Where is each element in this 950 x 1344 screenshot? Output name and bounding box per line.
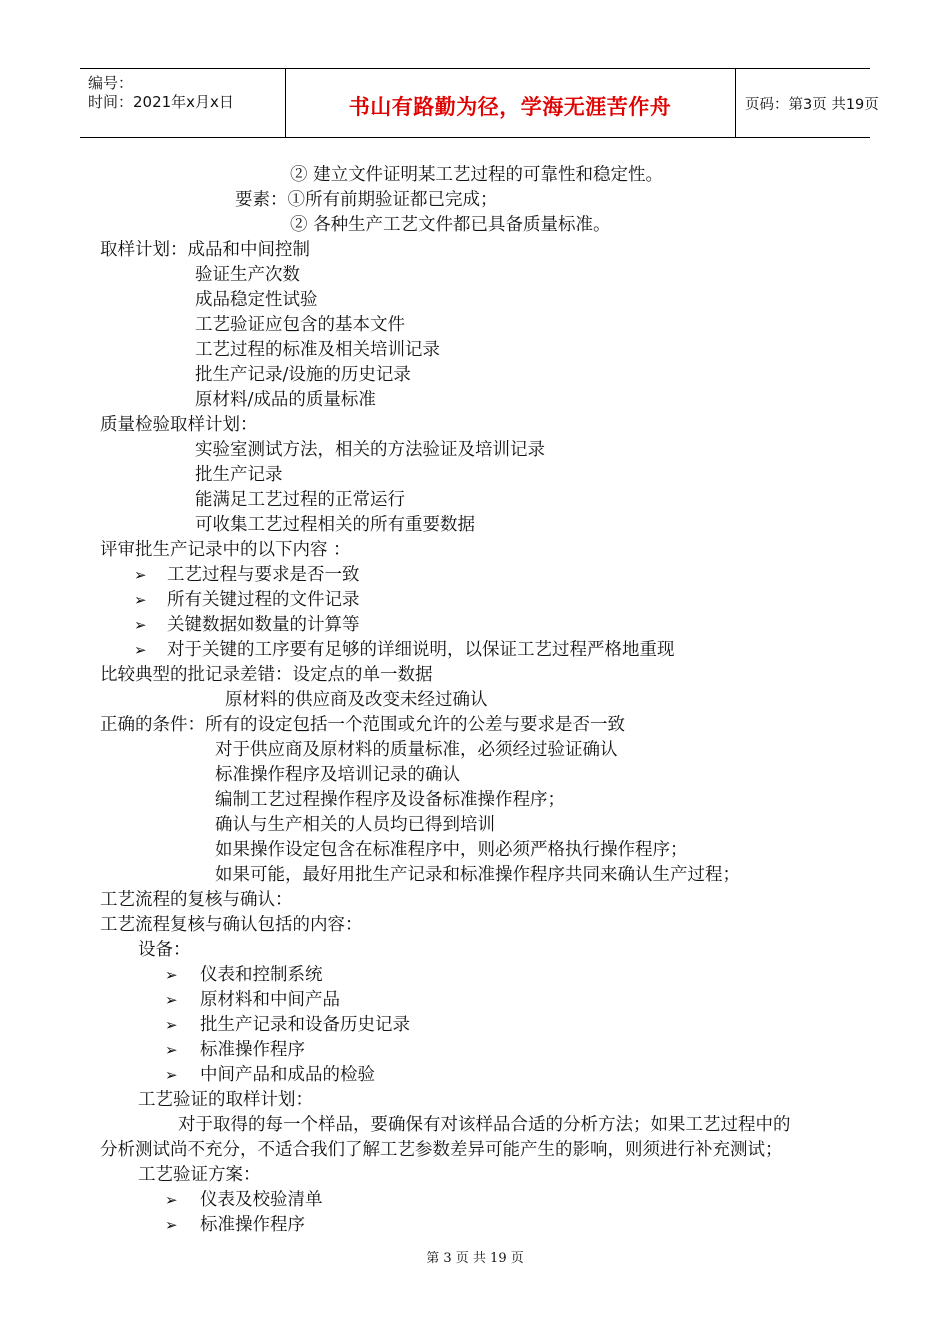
bullet-item: 标准操作程序: [200, 1215, 305, 1235]
arrow-bullet-icon: ➢: [165, 1216, 178, 1234]
body-line: 要素：①所有前期验证都已完成；: [235, 190, 498, 210]
arrow-bullet-icon: ➢: [165, 966, 178, 984]
section-heading: 评审批生产记录中的以下内容 ：: [100, 540, 351, 560]
paragraph-line: 分析测试尚不充分，不适合我们了解工艺参数差异可能产生的影响，则须进行补充测试；: [100, 1140, 783, 1160]
body-line: 批生产记录: [195, 465, 283, 485]
bullet-item: 所有关键过程的文件记录: [167, 590, 360, 610]
bullet-item: 仪表及校验清单: [200, 1190, 323, 1210]
bullet-item: 原材料和中间产品: [200, 990, 340, 1010]
arrow-bullet-icon: ➢: [134, 616, 147, 634]
body-line: ② 各种生产工艺文件都已具备质量标准。: [290, 215, 611, 235]
header-motto-cell: [285, 69, 736, 137]
bullet-item: 关键数据如数量的计算等: [167, 615, 360, 635]
paragraph-line: 对于取得的每一个样品，要确保有对该样品合适的分析方法；如果工艺过程中的: [178, 1115, 791, 1135]
bullet-item: 标准操作程序: [200, 1040, 305, 1060]
arrow-bullet-icon: ➢: [165, 1016, 178, 1034]
bullet-item: 对于关键的工序要有足够的详细说明，以保证工艺过程严格地重现: [167, 640, 675, 660]
arrow-bullet-icon: ➢: [134, 566, 147, 584]
page-code: 页码：第3页 共19页: [745, 97, 879, 113]
body-line: 成品稳定性试验: [195, 290, 318, 310]
section-heading: 质量检验取样计划：: [100, 415, 258, 435]
section-heading: 工艺流程复核与确认包括的内容：: [100, 915, 363, 935]
arrow-bullet-icon: ➢: [165, 1041, 178, 1059]
body-line: 可收集工艺过程相关的所有重要数据: [195, 515, 475, 535]
body-line: 如果可能，最好用批生产记录和标准操作程序共同来确认生产过程；: [215, 865, 740, 885]
body-line: ② 建立文件证明某工艺过程的可靠性和稳定性。: [290, 165, 664, 185]
body-line: 工艺过程的标准及相关培训记录: [195, 340, 440, 360]
arrow-bullet-icon: ➢: [165, 1066, 178, 1084]
header-page-cell: [735, 69, 879, 137]
bullet-item: 中间产品和成品的检验: [200, 1065, 375, 1085]
arrow-bullet-icon: ➢: [134, 641, 147, 659]
bullet-item: 工艺过程与要求是否一致: [167, 565, 360, 585]
body-line: 标准操作程序及培训记录的确认: [215, 765, 460, 785]
header-meta-cell: [80, 69, 286, 137]
body-line: 对于供应商及原材料的质量标准，必须经过验证确认: [215, 740, 618, 760]
arrow-bullet-icon: ➢: [165, 1191, 178, 1209]
subsection-heading: 设备：: [138, 940, 191, 960]
body-line: 如果操作设定包含在标准程序中，则必须严格执行操作程序；: [215, 840, 688, 860]
bullet-item: 仪表和控制系统: [200, 965, 323, 985]
header-motto: 书山有路勤为径，学海无涯苦作舟: [348, 95, 672, 119]
page-footer: 第 3 页 共 19 页: [426, 1251, 524, 1266]
section-heading: 正确的条件：所有的设定包括一个范围或允许的公差与要求是否一致: [100, 715, 625, 735]
section-heading: 工艺流程的复核与确认：: [100, 890, 293, 910]
page-header: [80, 68, 879, 138]
subsection-heading: 工艺验证方案：: [138, 1165, 261, 1185]
body-line: 确认与生产相关的人员均已得到培训: [215, 815, 495, 835]
subsection-heading: 工艺验证的取样计划：: [138, 1090, 313, 1110]
body-line: 工艺验证应包含的基本文件: [195, 315, 405, 335]
body-line: 批生产记录/设施的历史记录: [195, 365, 411, 385]
body-line: 原材料/成品的质量标准: [195, 390, 376, 410]
body-line: 验证生产次数: [195, 265, 300, 285]
arrow-bullet-icon: ➢: [134, 591, 147, 609]
section-heading: 取样计划：成品和中间控制: [100, 240, 310, 260]
arrow-bullet-icon: ➢: [165, 991, 178, 1009]
bullet-item: 批生产记录和设备历史记录: [200, 1015, 410, 1035]
section-heading: 比较典型的批记录差错：设定点的单一数据: [100, 665, 433, 685]
doc-number-label: 编号：: [88, 74, 134, 92]
body-line: 实验室测试方法，相关的方法验证及培训记录: [195, 440, 545, 460]
body-line: 能满足工艺过程的正常运行: [195, 490, 405, 510]
body-line: 编制工艺过程操作程序及设备标准操作程序；: [215, 790, 565, 810]
date-label: 时间：2021年x月x日: [88, 93, 234, 111]
body-line: 原材料的供应商及改变未经过确认: [225, 690, 488, 710]
